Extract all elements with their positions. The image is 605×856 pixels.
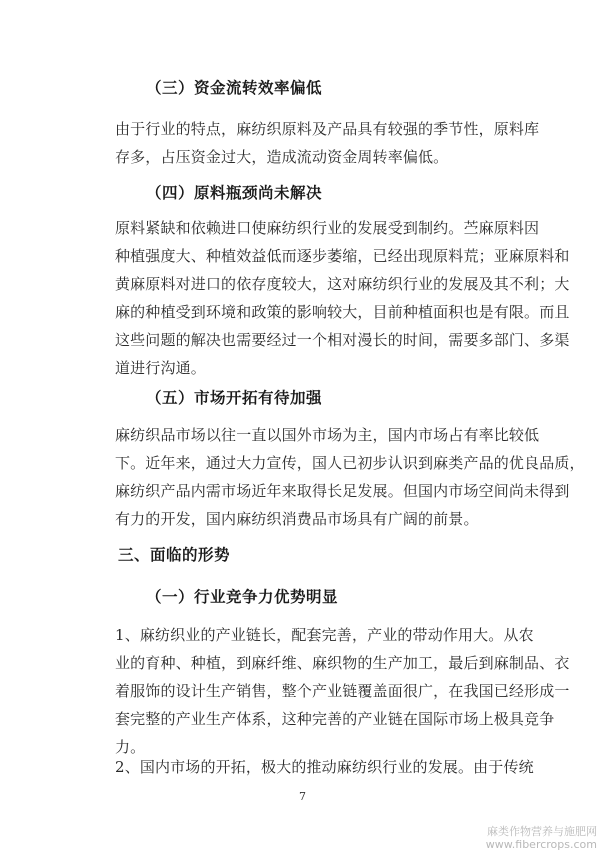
- watermark-url: www.fibercrops.com: [485, 838, 597, 851]
- text-line: 力。: [115, 738, 146, 756]
- text-line: 套完整的产业生产体系，这种完善的产业链在国际市场上极具竞争: [115, 710, 555, 728]
- text-line: 麻纺织产品内需市场近年来取得长足发展。但国内市场空间尚未得到: [115, 482, 570, 500]
- text-line: 麻的种植受到环境和政策的影响较大，目前种植面积也是有限。而且: [115, 303, 570, 321]
- paragraph-funds: [115, 115, 540, 171]
- watermark-title: 麻类作物营养与施肥网: [487, 825, 597, 838]
- paragraph-domestic-market: [115, 753, 534, 781]
- text-line: 有力的开发，国内麻纺织消费品市场具有广阔的前景。: [115, 510, 479, 528]
- text-line: 原料紧缺和依赖进口使麻纺织行业的发展受到制约。苎麻原料因: [115, 219, 540, 237]
- text-line: 这些问题的解决也需要经过一个相对漫长的时间，需要多部门、多渠: [115, 331, 570, 349]
- text-line: 黄麻原料对进口的依存度较大，这对麻纺织行业的发展及其不利；大: [115, 275, 570, 293]
- watermark: [486, 825, 597, 851]
- chapter-heading-situation: 三、面临的形势: [118, 546, 231, 564]
- text-line: 道进行沟通。: [115, 359, 206, 377]
- text-line: 1、麻纺织业的产业链长，配套完善，产业的带动作用大。从农: [115, 626, 534, 644]
- paragraph-competitiveness: [115, 621, 570, 761]
- text-line: 由于行业的特点，麻纺织原料及产品具有较强的季节性，原料库: [115, 120, 540, 138]
- text-line: 存多，占压资金过大，造成流动资金周转率偏低。: [115, 148, 449, 166]
- text-line: 2、国内市场的开拓，极大的推动麻纺织行业的发展。由于传统: [115, 758, 534, 776]
- section-heading-raw-material: （四）原料瓶颈尚未解决: [146, 184, 323, 202]
- paragraph-market: [115, 421, 585, 533]
- section-heading-funds: （三）资金流转效率偏低: [146, 79, 323, 97]
- text-line: 麻纺织品市场以往一直以国外市场为主，国内市场占有率比较低: [115, 426, 540, 444]
- text-line: 种植强度大、种植效益低而逐步萎缩，已经出现原料荒；亚麻原料和: [115, 247, 570, 265]
- paragraph-raw-material: [115, 214, 570, 382]
- text-line: 业的育种、种植，到麻纤维、麻织物的生产加工，最后到麻制品、衣: [115, 654, 570, 672]
- text-line: 下。近年来，通过大力宣传，国人已初步认识到麻类产品的优良品质，: [115, 454, 585, 472]
- page-number: 7: [299, 790, 306, 803]
- section-heading-market: （五）市场开拓有待加强: [146, 389, 323, 407]
- section-heading-competitiveness: （一）行业竞争力优势明显: [146, 588, 339, 606]
- text-line: 着服饰的设计生产销售，整个产业链覆盖面很广，在我国已经形成一: [115, 682, 570, 700]
